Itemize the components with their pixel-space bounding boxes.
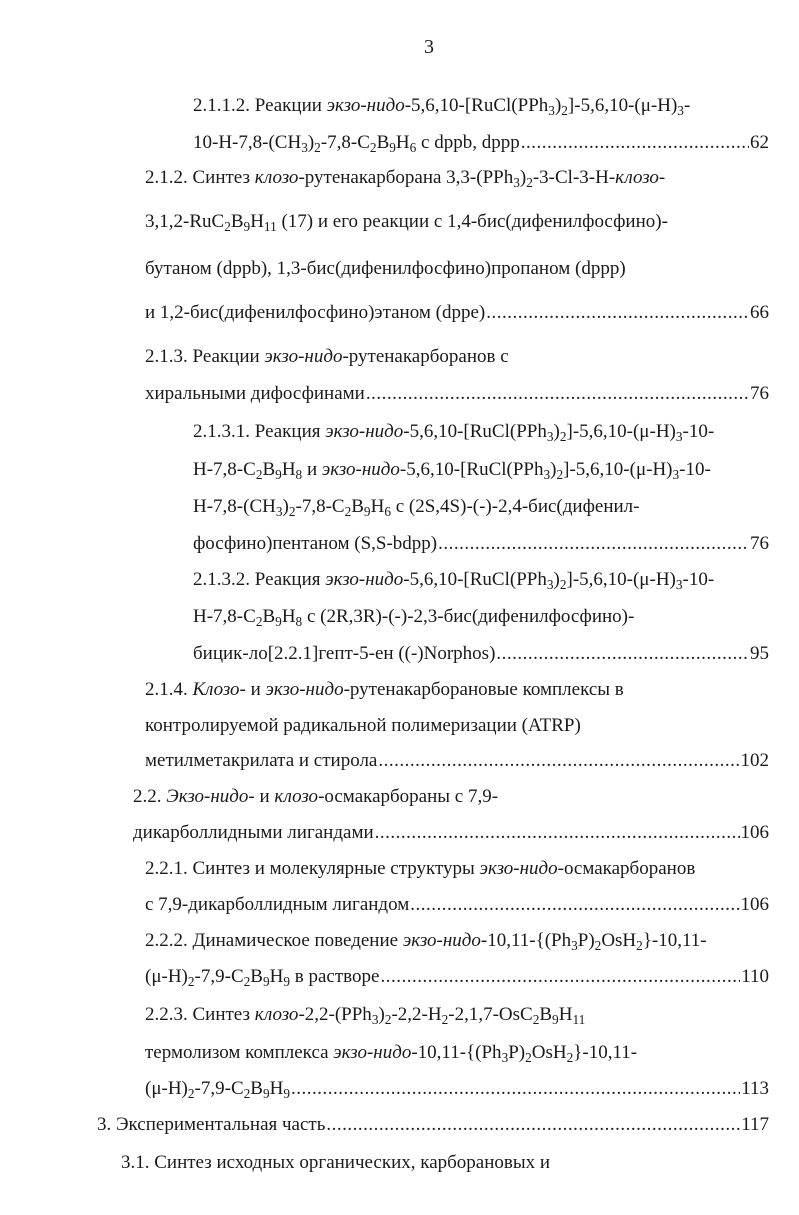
toc-entry-text: 2.1.3.2. Реакция экзо-$нидо-5,6,10-[RuCl(PPh_3)_2]-5,6,10-(\mu-H)_3-10-$ <box>193 569 715 592</box>
toc-line <box>133 785 498 809</box>
toc-line <box>145 714 581 738</box>
toc-line <box>145 893 769 917</box>
toc-entry-text: контролируемой радикальной полимеризации (ATRP) <box>145 715 581 736</box>
toc-entry-text: $H-7,8-C_2B_9H_8$ и экзо-$нидо-5,6,10-[RuCl(PPh_3)_2]-5,6,10-(\mu-H)_3-10-$ <box>193 459 711 482</box>
toc-line <box>145 1077 769 1101</box>
toc-line <box>193 94 690 118</box>
leader-dots <box>326 1113 740 1137</box>
toc-line <box>145 210 668 234</box>
toc-line <box>145 749 769 773</box>
toc-entry-text: $(\mu-H)_2-7,9-C_2B_9H_9$ в растворе <box>145 966 380 989</box>
toc-line <box>145 965 769 989</box>
toc-line <box>145 257 626 281</box>
toc-line <box>145 301 769 325</box>
toc-page-number: 106 <box>740 894 769 915</box>
toc-entry-text: 2.2.1. Синтез и молекулярные структуры экзо-нидо-осмакарборанов <box>145 858 696 879</box>
toc-line <box>145 166 665 190</box>
toc-line <box>193 131 769 155</box>
toc-line <box>193 642 769 666</box>
toc-line <box>145 345 509 369</box>
toc-line <box>145 1041 637 1065</box>
toc-entry-text: термолизом комплекса экзо-$нидо-10,11-\{(Ph_3P)_2OsH_2\}-10,11-$ <box>145 1042 638 1065</box>
toc-page-number: 66 <box>750 302 769 323</box>
toc-line <box>193 458 711 482</box>
toc-line <box>145 382 769 406</box>
leader-dots <box>375 821 740 845</box>
toc-entry-text: 2.1.3. Реакции экзо-нидо-рутенакарборанов с <box>145 346 509 367</box>
toc-entry-text: хиральными дифосфинами <box>145 383 365 404</box>
toc-entry-text: бицик-ло[2.2.1]гепт-5-ен ((-)Norphos) <box>193 643 496 664</box>
leader-dots <box>291 1077 740 1101</box>
leader-dots <box>521 131 749 155</box>
toc-line <box>193 495 639 519</box>
toc-entry-text: метилметакрилата и стирола <box>145 750 378 771</box>
toc-entry-text: 2.2.3. Синтез клозо-$2,2-(PPh_3)_2-2,2-H_2-2,1,7-OsC_2B_9H_{11}$ <box>145 1004 586 1027</box>
toc-page-number: 106 <box>740 822 769 843</box>
toc-entry-text: 2.1.3.1. Реакция экзо-$нидо-5,6,10-[RuCl(PPh_3)_2]-5,6,10-(\mu-H)_3-10-$ <box>193 421 715 444</box>
toc-entry-text: 3. Экспериментальная часть <box>97 1114 326 1135</box>
toc-entry-text: 2.1.2. Синтез клозо-рутенакарборана $3,3-(PPh_3)_2-3-Cl-3-H-клозо-$ <box>145 167 666 190</box>
toc-entry-text: 2.1.1.2. Реакции экзо-$нидо-5,6,10-[RuCl(PPh_3)_2]-5,6,10-(\mu-H)_3-$ <box>193 95 691 118</box>
toc-page-number: 102 <box>740 750 769 771</box>
toc-entry-text: $H-7,8-(CH_3)_2-7,8-C_2B_9H_6$ с (2S,4S)-(-)-2,4-бис(дифенил- <box>193 496 640 519</box>
toc-entry-text: с 7,9-дикарболлидным лигандом <box>145 894 410 915</box>
toc-line <box>145 1003 585 1027</box>
toc-entry-text: 2.2.2. Динамическое поведение экзо-$нидо-10,11-\{(Ph_3P)_2OsH_2\}-10,11-$ <box>145 930 707 953</box>
toc-page-number: 113 <box>741 1078 769 1099</box>
toc-entry-text: фосфино)пентаном (S,S-bdpp) <box>193 533 438 554</box>
toc-line <box>193 420 714 444</box>
toc-page-number: 62 <box>750 132 769 153</box>
toc-line <box>193 568 714 592</box>
toc-entry-text: 3.1. Синтез исходных органических, карборановых и <box>121 1152 551 1173</box>
toc-entry-text: $H-7,8-C_2B_9H_8$ с (2R,3R)-(-)-2,3-бис(дифенилфосфино)- <box>193 606 635 629</box>
toc-line <box>97 1113 769 1137</box>
toc-line <box>145 857 695 881</box>
toc-entry-text: 2.2. Экзо-нидо- и клозо-осмакарбораны с 7,9- <box>133 786 499 807</box>
toc-entry-text: $(\mu-H)_2-7,9-C_2B_9H_9$ <box>145 1078 291 1101</box>
toc-page-number: 76 <box>750 533 769 554</box>
toc-page-number: 110 <box>741 966 769 987</box>
toc-entry-text: дикарболлидными лигандами <box>133 822 374 843</box>
leader-dots <box>438 532 749 556</box>
toc-page-number: 95 <box>750 643 769 664</box>
toc-entry-text: 2.1.4. Клозо- и экзо-нидо-рутенакарборановые комплексы в <box>145 679 624 700</box>
toc-line <box>145 678 624 702</box>
toc-entry-text: $3,1,2-RuC_2B_9H_{11}$ (17) и его реакции с 1,4-бис(дифенилфосфино)- <box>145 211 668 234</box>
toc-line <box>193 605 634 629</box>
toc-page-number: 76 <box>750 383 769 404</box>
leader-dots <box>380 965 740 989</box>
leader-dots <box>366 382 749 406</box>
toc-line <box>145 929 707 953</box>
toc-entry-text: $10-H-7,8-(CH_3)_2-7,8-C_2B_9H_6$ с dppb, dppp <box>193 132 520 155</box>
leader-dots <box>410 893 739 917</box>
toc-page-number: 117 <box>741 1114 769 1135</box>
toc-line <box>133 821 769 845</box>
toc-entry-text: и 1,2-бис(дифенилфосфино)этаном (dppe) <box>145 302 486 323</box>
leader-dots <box>486 301 749 325</box>
leader-dots <box>496 642 749 666</box>
toc-entry-text: бутаном (dppb), 1,3-бис(дифенилфосфино)пропаном (dppp) <box>145 258 626 279</box>
toc-line <box>121 1151 550 1175</box>
page-number: 3 <box>424 36 434 58</box>
leader-dots <box>378 749 739 773</box>
toc-line <box>193 532 769 556</box>
